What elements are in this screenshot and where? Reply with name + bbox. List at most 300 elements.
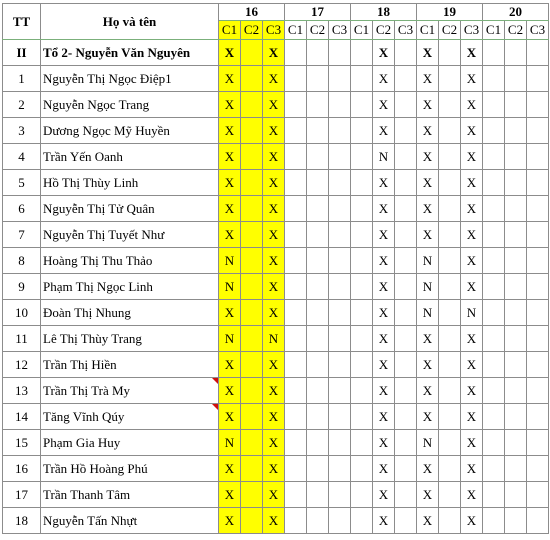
attendance-cell[interactable]: X (219, 170, 241, 196)
attendance-cell[interactable]: N (461, 300, 483, 326)
attendance-cell[interactable]: N (219, 274, 241, 300)
attendance-cell[interactable] (307, 378, 329, 404)
attendance-cell[interactable] (527, 118, 549, 144)
attendance-cell[interactable]: X (263, 508, 285, 534)
member-name[interactable]: Phạm Thị Ngọc Linh (41, 274, 219, 300)
attendance-cell[interactable]: X (417, 40, 439, 66)
member-name[interactable]: Trần Thanh Tâm (41, 482, 219, 508)
attendance-cell[interactable] (483, 404, 505, 430)
attendance-cell[interactable]: X (263, 300, 285, 326)
attendance-cell[interactable]: X (373, 378, 395, 404)
attendance-cell[interactable]: X (263, 378, 285, 404)
member-name[interactable]: Tăng Vĩnh Qúy (41, 404, 219, 430)
attendance-cell[interactable]: X (417, 482, 439, 508)
attendance-cell[interactable] (307, 274, 329, 300)
attendance-cell[interactable]: X (373, 508, 395, 534)
attendance-cell[interactable] (285, 170, 307, 196)
attendance-cell[interactable] (285, 196, 307, 222)
attendance-cell[interactable] (329, 352, 351, 378)
attendance-cell[interactable]: X (373, 326, 395, 352)
attendance-cell[interactable] (439, 300, 461, 326)
attendance-cell[interactable] (307, 508, 329, 534)
attendance-cell[interactable] (395, 248, 417, 274)
attendance-cell[interactable]: N (219, 248, 241, 274)
attendance-cell[interactable] (285, 118, 307, 144)
attendance-cell[interactable]: X (461, 430, 483, 456)
attendance-cell[interactable] (483, 508, 505, 534)
attendance-cell[interactable] (285, 456, 307, 482)
attendance-cell[interactable] (307, 300, 329, 326)
member-name[interactable]: Nguyễn Ngọc Trang (41, 92, 219, 118)
attendance-cell[interactable] (395, 66, 417, 92)
attendance-cell[interactable] (307, 66, 329, 92)
attendance-cell[interactable] (285, 274, 307, 300)
attendance-cell[interactable]: X (219, 222, 241, 248)
attendance-cell[interactable] (307, 482, 329, 508)
attendance-cell[interactable]: X (417, 508, 439, 534)
attendance-cell[interactable] (329, 248, 351, 274)
attendance-cell[interactable]: X (219, 300, 241, 326)
attendance-cell[interactable] (285, 326, 307, 352)
attendance-cell[interactable]: X (219, 378, 241, 404)
attendance-cell[interactable]: N (417, 430, 439, 456)
attendance-cell[interactable]: X (373, 404, 395, 430)
attendance-cell[interactable] (329, 456, 351, 482)
attendance-cell[interactable]: X (373, 92, 395, 118)
attendance-cell[interactable] (505, 430, 527, 456)
attendance-cell[interactable]: X (461, 482, 483, 508)
attendance-cell[interactable]: X (373, 40, 395, 66)
attendance-cell[interactable] (307, 196, 329, 222)
attendance-cell[interactable] (395, 274, 417, 300)
attendance-cell[interactable] (241, 404, 263, 430)
member-name[interactable]: Lê Thị Thùy Trang (41, 326, 219, 352)
attendance-cell[interactable] (351, 430, 373, 456)
attendance-cell[interactable]: X (219, 144, 241, 170)
attendance-cell[interactable] (527, 378, 549, 404)
attendance-cell[interactable]: N (417, 300, 439, 326)
attendance-cell[interactable] (483, 92, 505, 118)
attendance-cell[interactable] (439, 196, 461, 222)
attendance-cell[interactable] (395, 40, 417, 66)
attendance-cell[interactable] (285, 92, 307, 118)
attendance-cell[interactable] (505, 404, 527, 430)
attendance-cell[interactable] (351, 222, 373, 248)
attendance-cell[interactable]: X (461, 326, 483, 352)
attendance-cell[interactable]: X (373, 196, 395, 222)
attendance-cell[interactable]: X (373, 222, 395, 248)
attendance-cell[interactable] (395, 352, 417, 378)
attendance-cell[interactable] (395, 326, 417, 352)
attendance-cell[interactable] (329, 170, 351, 196)
attendance-cell[interactable] (483, 430, 505, 456)
attendance-cell[interactable] (241, 222, 263, 248)
attendance-cell[interactable] (241, 118, 263, 144)
attendance-cell[interactable] (483, 456, 505, 482)
attendance-cell[interactable]: X (263, 118, 285, 144)
attendance-cell[interactable] (439, 66, 461, 92)
attendance-cell[interactable] (527, 404, 549, 430)
attendance-cell[interactable] (241, 66, 263, 92)
attendance-cell[interactable] (483, 248, 505, 274)
attendance-cell[interactable] (483, 482, 505, 508)
member-name[interactable]: Nguyễn Thị Tuyết Như (41, 222, 219, 248)
comment-indicator-icon[interactable] (212, 378, 218, 384)
attendance-cell[interactable]: X (461, 40, 483, 66)
attendance-cell[interactable] (505, 300, 527, 326)
attendance-cell[interactable] (395, 378, 417, 404)
attendance-cell[interactable] (351, 144, 373, 170)
attendance-cell[interactable]: X (219, 508, 241, 534)
attendance-cell[interactable] (241, 456, 263, 482)
attendance-cell[interactable] (483, 40, 505, 66)
attendance-cell[interactable] (439, 482, 461, 508)
attendance-cell[interactable] (505, 352, 527, 378)
attendance-cell[interactable] (351, 118, 373, 144)
attendance-cell[interactable] (351, 196, 373, 222)
attendance-cell[interactable] (351, 248, 373, 274)
member-name[interactable]: Nguyễn Thị Ngọc Điệp1 (41, 66, 219, 92)
attendance-cell[interactable] (439, 40, 461, 66)
attendance-cell[interactable]: X (461, 92, 483, 118)
attendance-cell[interactable] (351, 66, 373, 92)
attendance-cell[interactable]: X (373, 66, 395, 92)
attendance-cell[interactable] (483, 144, 505, 170)
attendance-cell[interactable] (329, 144, 351, 170)
attendance-cell[interactable] (329, 300, 351, 326)
attendance-cell[interactable] (505, 118, 527, 144)
attendance-cell[interactable]: X (461, 144, 483, 170)
attendance-cell[interactable] (241, 482, 263, 508)
attendance-cell[interactable] (439, 456, 461, 482)
attendance-cell[interactable] (439, 352, 461, 378)
member-name[interactable]: Hồ Thị Thùy Linh (41, 170, 219, 196)
attendance-cell[interactable] (527, 482, 549, 508)
attendance-cell[interactable] (527, 92, 549, 118)
member-name[interactable]: Trần Yến Oanh (41, 144, 219, 170)
attendance-cell[interactable] (395, 222, 417, 248)
attendance-cell[interactable]: X (263, 248, 285, 274)
attendance-cell[interactable] (351, 456, 373, 482)
attendance-cell[interactable]: X (263, 92, 285, 118)
attendance-cell[interactable] (439, 430, 461, 456)
attendance-cell[interactable] (241, 196, 263, 222)
attendance-cell[interactable] (241, 170, 263, 196)
attendance-cell[interactable]: X (417, 326, 439, 352)
attendance-cell[interactable] (505, 248, 527, 274)
attendance-cell[interactable]: X (263, 170, 285, 196)
attendance-cell[interactable] (395, 92, 417, 118)
attendance-cell[interactable] (285, 40, 307, 66)
attendance-cell[interactable] (395, 300, 417, 326)
attendance-cell[interactable]: X (373, 300, 395, 326)
attendance-cell[interactable] (439, 118, 461, 144)
attendance-cell[interactable] (241, 92, 263, 118)
attendance-cell[interactable]: X (219, 482, 241, 508)
attendance-cell[interactable]: N (373, 144, 395, 170)
attendance-cell[interactable] (307, 430, 329, 456)
attendance-cell[interactable]: X (417, 144, 439, 170)
attendance-cell[interactable]: X (219, 118, 241, 144)
attendance-cell[interactable]: X (461, 196, 483, 222)
attendance-cell[interactable] (395, 144, 417, 170)
attendance-cell[interactable]: X (263, 144, 285, 170)
attendance-cell[interactable]: X (263, 482, 285, 508)
attendance-cell[interactable] (505, 326, 527, 352)
attendance-cell[interactable] (395, 456, 417, 482)
member-name[interactable]: Trần Hồ Hoàng Phú (41, 456, 219, 482)
attendance-cell[interactable] (505, 92, 527, 118)
member-name[interactable]: Hoàng Thị Thu Thảo (41, 248, 219, 274)
attendance-cell[interactable] (329, 404, 351, 430)
attendance-cell[interactable]: X (417, 404, 439, 430)
attendance-cell[interactable] (307, 40, 329, 66)
attendance-cell[interactable] (329, 378, 351, 404)
attendance-cell[interactable]: X (461, 456, 483, 482)
attendance-cell[interactable]: X (263, 274, 285, 300)
attendance-cell[interactable]: X (417, 92, 439, 118)
attendance-cell[interactable] (483, 274, 505, 300)
attendance-cell[interactable] (505, 378, 527, 404)
comment-indicator-icon[interactable] (212, 404, 218, 410)
attendance-cell[interactable]: X (373, 170, 395, 196)
attendance-cell[interactable] (307, 222, 329, 248)
attendance-cell[interactable]: N (219, 326, 241, 352)
attendance-cell[interactable]: X (417, 222, 439, 248)
member-name[interactable]: Dương Ngọc Mỹ Huyền (41, 118, 219, 144)
attendance-cell[interactable] (439, 144, 461, 170)
attendance-cell[interactable]: X (417, 352, 439, 378)
attendance-cell[interactable] (285, 352, 307, 378)
attendance-cell[interactable] (285, 482, 307, 508)
attendance-cell[interactable] (241, 430, 263, 456)
attendance-cell[interactable] (329, 92, 351, 118)
member-name[interactable]: Trần Thị Hiền (41, 352, 219, 378)
attendance-cell[interactable]: X (263, 456, 285, 482)
attendance-cell[interactable] (285, 404, 307, 430)
attendance-cell[interactable] (307, 248, 329, 274)
attendance-cell[interactable]: X (461, 222, 483, 248)
member-name[interactable]: Nguyễn Tấn Nhựt (41, 508, 219, 534)
attendance-cell[interactable] (483, 378, 505, 404)
attendance-cell[interactable]: X (461, 274, 483, 300)
attendance-cell[interactable] (285, 508, 307, 534)
attendance-cell[interactable] (351, 40, 373, 66)
attendance-cell[interactable]: X (417, 378, 439, 404)
attendance-cell[interactable] (483, 352, 505, 378)
attendance-cell[interactable] (307, 144, 329, 170)
attendance-cell[interactable] (241, 378, 263, 404)
attendance-cell[interactable] (241, 352, 263, 378)
attendance-cell[interactable] (505, 456, 527, 482)
attendance-cell[interactable]: X (417, 118, 439, 144)
member-name[interactable]: Tổ 2- Nguyễn Văn Nguyên (41, 40, 219, 66)
attendance-cell[interactable]: X (373, 274, 395, 300)
attendance-cell[interactable] (241, 40, 263, 66)
attendance-cell[interactable] (527, 326, 549, 352)
attendance-cell[interactable] (483, 196, 505, 222)
attendance-cell[interactable] (483, 326, 505, 352)
attendance-cell[interactable] (307, 326, 329, 352)
member-name[interactable]: Nguyễn Thị Tử Quân (41, 196, 219, 222)
attendance-cell[interactable]: N (417, 274, 439, 300)
attendance-cell[interactable] (351, 352, 373, 378)
attendance-cell[interactable] (285, 144, 307, 170)
attendance-cell[interactable] (351, 508, 373, 534)
attendance-cell[interactable]: X (263, 66, 285, 92)
attendance-cell[interactable]: X (461, 118, 483, 144)
attendance-cell[interactable] (395, 118, 417, 144)
attendance-cell[interactable] (351, 482, 373, 508)
attendance-cell[interactable] (351, 170, 373, 196)
attendance-cell[interactable] (351, 274, 373, 300)
attendance-cell[interactable] (307, 92, 329, 118)
attendance-cell[interactable] (505, 196, 527, 222)
attendance-cell[interactable] (483, 300, 505, 326)
attendance-cell[interactable]: X (417, 196, 439, 222)
member-name[interactable]: Trần Thị Trà My (41, 378, 219, 404)
attendance-cell[interactable] (351, 404, 373, 430)
attendance-cell[interactable] (527, 144, 549, 170)
attendance-cell[interactable] (439, 222, 461, 248)
attendance-cell[interactable]: X (219, 456, 241, 482)
attendance-cell[interactable]: X (461, 378, 483, 404)
attendance-cell[interactable]: X (461, 248, 483, 274)
attendance-cell[interactable] (505, 40, 527, 66)
attendance-cell[interactable] (527, 40, 549, 66)
attendance-cell[interactable] (329, 482, 351, 508)
attendance-cell[interactable]: X (263, 404, 285, 430)
attendance-cell[interactable]: X (373, 352, 395, 378)
attendance-cell[interactable] (329, 40, 351, 66)
attendance-cell[interactable] (527, 430, 549, 456)
attendance-cell[interactable] (483, 118, 505, 144)
attendance-cell[interactable] (285, 300, 307, 326)
attendance-cell[interactable]: X (417, 456, 439, 482)
attendance-cell[interactable] (527, 456, 549, 482)
attendance-cell[interactable] (351, 92, 373, 118)
attendance-cell[interactable] (285, 66, 307, 92)
attendance-cell[interactable]: X (219, 352, 241, 378)
attendance-cell[interactable] (527, 196, 549, 222)
attendance-cell[interactable] (439, 404, 461, 430)
attendance-cell[interactable] (329, 326, 351, 352)
attendance-cell[interactable]: X (417, 66, 439, 92)
attendance-cell[interactable] (505, 144, 527, 170)
attendance-cell[interactable] (439, 326, 461, 352)
attendance-cell[interactable]: N (263, 326, 285, 352)
attendance-cell[interactable] (505, 482, 527, 508)
attendance-cell[interactable] (527, 222, 549, 248)
attendance-cell[interactable] (395, 482, 417, 508)
attendance-cell[interactable] (307, 352, 329, 378)
attendance-cell[interactable] (241, 300, 263, 326)
attendance-cell[interactable]: X (219, 92, 241, 118)
attendance-cell[interactable] (505, 66, 527, 92)
attendance-cell[interactable] (527, 508, 549, 534)
attendance-cell[interactable]: N (219, 430, 241, 456)
attendance-cell[interactable]: X (263, 40, 285, 66)
attendance-cell[interactable]: X (263, 352, 285, 378)
attendance-cell[interactable] (241, 326, 263, 352)
attendance-cell[interactable] (395, 404, 417, 430)
attendance-cell[interactable]: X (373, 430, 395, 456)
attendance-cell[interactable] (483, 66, 505, 92)
attendance-cell[interactable]: X (373, 482, 395, 508)
attendance-cell[interactable] (329, 118, 351, 144)
attendance-cell[interactable] (307, 170, 329, 196)
attendance-cell[interactable]: X (373, 118, 395, 144)
attendance-cell[interactable] (505, 274, 527, 300)
attendance-cell[interactable] (329, 222, 351, 248)
attendance-cell[interactable] (285, 430, 307, 456)
attendance-cell[interactable]: X (461, 508, 483, 534)
attendance-cell[interactable]: X (461, 66, 483, 92)
attendance-cell[interactable] (439, 508, 461, 534)
attendance-cell[interactable] (351, 378, 373, 404)
attendance-cell[interactable]: X (417, 170, 439, 196)
attendance-cell[interactable] (395, 508, 417, 534)
attendance-cell[interactable] (483, 170, 505, 196)
attendance-cell[interactable] (439, 274, 461, 300)
attendance-cell[interactable] (439, 378, 461, 404)
attendance-cell[interactable]: X (263, 196, 285, 222)
attendance-cell[interactable]: X (461, 404, 483, 430)
attendance-cell[interactable] (285, 248, 307, 274)
attendance-cell[interactable] (307, 456, 329, 482)
attendance-cell[interactable]: X (373, 456, 395, 482)
attendance-cell[interactable]: X (219, 66, 241, 92)
attendance-cell[interactable] (505, 508, 527, 534)
attendance-cell[interactable] (439, 248, 461, 274)
attendance-cell[interactable] (505, 170, 527, 196)
attendance-cell[interactable]: X (219, 196, 241, 222)
attendance-cell[interactable] (329, 274, 351, 300)
attendance-cell[interactable] (527, 300, 549, 326)
attendance-cell[interactable] (395, 196, 417, 222)
attendance-cell[interactable] (351, 326, 373, 352)
attendance-cell[interactable]: X (461, 352, 483, 378)
attendance-cell[interactable] (329, 508, 351, 534)
attendance-cell[interactable] (439, 92, 461, 118)
attendance-cell[interactable] (241, 144, 263, 170)
attendance-cell[interactable]: X (263, 222, 285, 248)
attendance-cell[interactable] (527, 66, 549, 92)
attendance-cell[interactable] (307, 404, 329, 430)
attendance-cell[interactable] (483, 222, 505, 248)
member-name[interactable]: Đoàn Thị Nhung (41, 300, 219, 326)
attendance-cell[interactable] (241, 274, 263, 300)
attendance-cell[interactable] (527, 170, 549, 196)
attendance-cell[interactable] (329, 196, 351, 222)
attendance-cell[interactable]: X (461, 170, 483, 196)
attendance-cell[interactable] (351, 300, 373, 326)
attendance-cell[interactable] (395, 430, 417, 456)
attendance-cell[interactable] (329, 66, 351, 92)
attendance-cell[interactable]: N (417, 248, 439, 274)
attendance-cell[interactable] (527, 274, 549, 300)
attendance-cell[interactable] (241, 508, 263, 534)
attendance-cell[interactable] (527, 352, 549, 378)
attendance-cell[interactable] (285, 378, 307, 404)
attendance-cell[interactable]: X (373, 248, 395, 274)
attendance-cell[interactable] (285, 222, 307, 248)
attendance-cell[interactable] (307, 118, 329, 144)
member-name[interactable]: Phạm Gia Huy (41, 430, 219, 456)
attendance-cell[interactable] (329, 430, 351, 456)
attendance-cell[interactable] (439, 170, 461, 196)
attendance-cell[interactable] (241, 248, 263, 274)
